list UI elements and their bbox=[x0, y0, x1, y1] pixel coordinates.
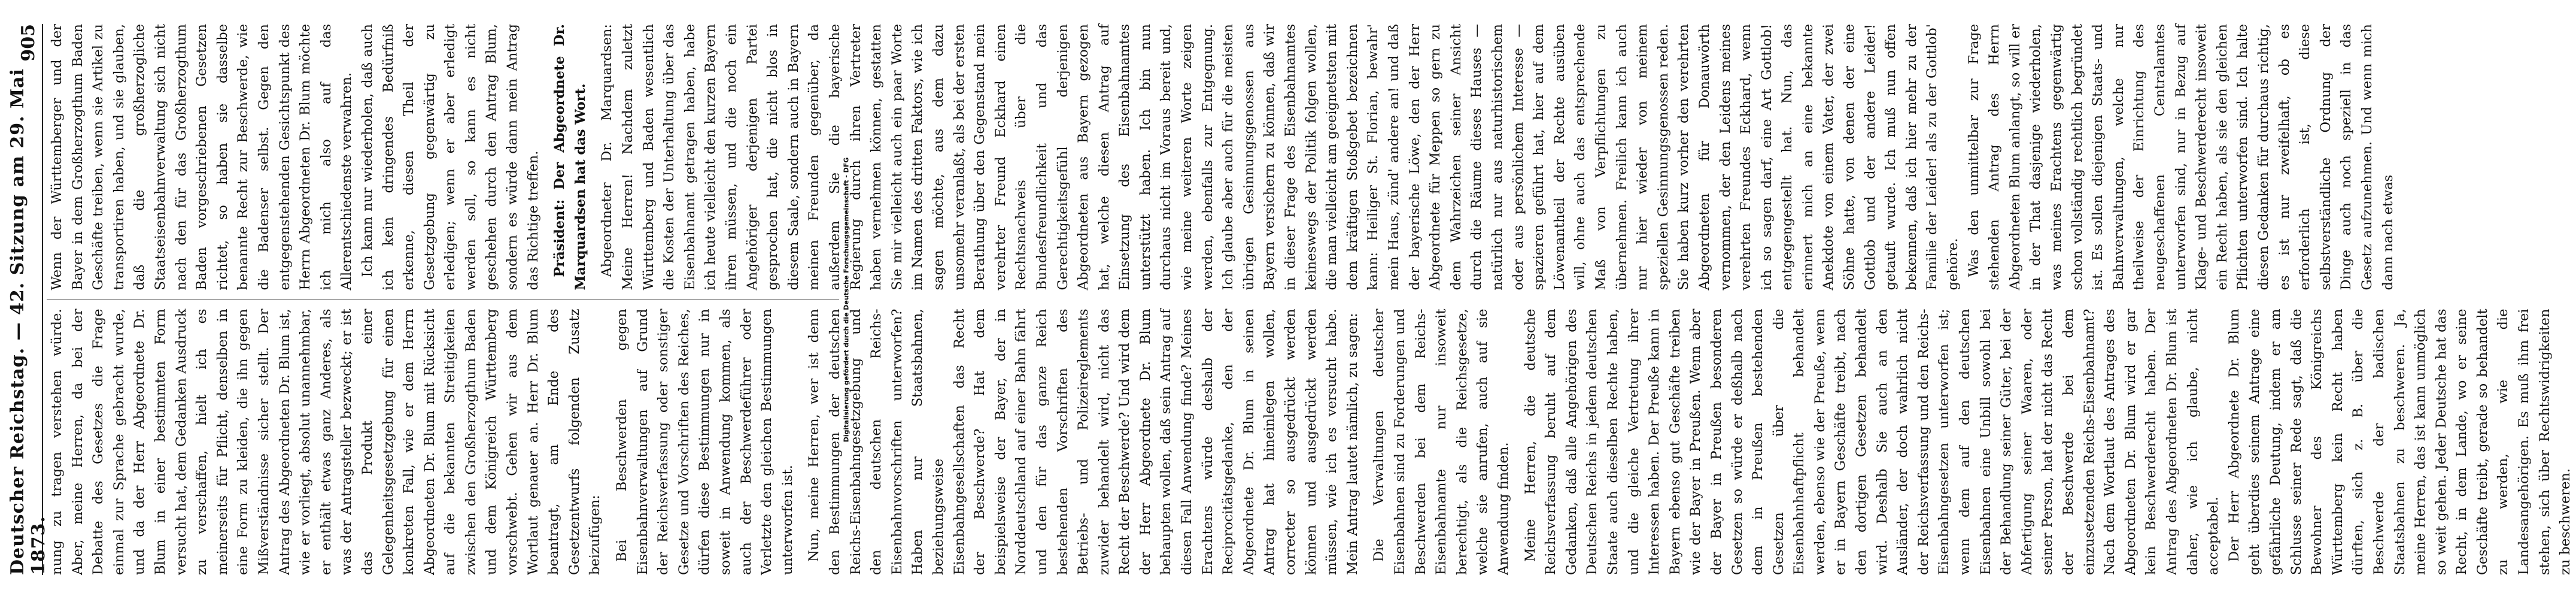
running-head bbox=[7, 24, 49, 575]
page-number: 905 bbox=[17, 24, 39, 62]
left-column bbox=[47, 300, 2574, 576]
right-column bbox=[47, 24, 2396, 291]
spacer bbox=[606, 309, 612, 576]
spacer bbox=[1363, 309, 1369, 576]
paragraph: Der Herr Abgeordnete Dr. Blum geht überdies seinem Antrage eine gefährliche Deutung, indem er am Schlusse seiner Rede sagt, daß die Bewohner des Königreichs Württemberg kein Recht haben dürften, sich z. B. über die Beschwerde der badischen Staatsbahnen zu beschweren. Ja, meine Herren, das ist kann unmöglich so weit gehen. Jeder Deutsche hat das Recht, in dem Lande, wo er seine Geschäfte treibt, gerade so behandelt zu werden, wie die Landesangehörigen. Es muß ihm frei stehen, sich über Rechtswidrigkeiten zu beschweren. bbox=[2226, 308, 2574, 575]
paragraph: nung zu tragen verstehen würde. Aber, meine Herren, da bei der Debatte des Gesetzes die Frage einmal zur Sprache gebracht wurde, und da der Herr Abgeordnete Dr. Blum in einer bestimmten Form versucht hat, dem Gedanken Ausdruck zu verschaffen, hielt ich es meinerseits für Pflicht, denselben in eine Form zu kleiden, die ihn gegen Mißverständnisse sicher stellt. Der Antrag des Abgeordneten Dr. Blum ist, wie er vorliegt, absolut unannehmbar, er enthält etwas ganz Anderes, als was der Antragsteller bezweckt; er ist das Produkt einer Gelegenheitsgesetzgebung für einen konkreten Fall, wie er dem Herrn Abgeordneten Dr. Blum mit Rücksicht auf die bekannten Streitigkeiten zwischen den Großherzogthum Baden und dem Königreich Württemberg vorschwebt. Gehen wir aus dem Wortlaut genauer an. Herr Dr. Blum beantragt, am Ende des Gesetzentwurfs folgenden Zusatz beizufügen: bbox=[49, 308, 603, 575]
digitization-credit-text: Digitalisierung gefördert durch die Deutsche Forschungsgemeinschaft - DFG bbox=[842, 157, 850, 442]
paragraph: Meine Herren, die deutsche Reichsverfassung beruht auf dem Gedanken, daß alle Angehörigen des Deutschen Reichs in jedem deutschen Staate auch dieselben Rechte haben, und die gleiche Vertretung ihrer Interessen haben. Der Preuße kann in Bayern ebenso gut Geschäfte treiben wie der Bayer in Preußen. Wenn aber der Bayer in Preußen besonderen Gesetzen so würde er deßhalb nach dem in Preußen bestehenden Gesetzen über die Eisenbahnhaftpflicht behandelt werden, ebenso wie der Preuße, wenn er in Bayern Geschäfte treibt, nach den dortigen Gesetzen behandelt wird. Deshalb Sie auch an den Ausländer, der doch wahrlich nicht der Reichsverfassung und den Reichs-Eisenbahngesetzen unterworfen ist; wenn dem auf den deutschen Eisenbahnen eine Unbill sowohl bei der Behandlung seiner Güter, bei der Abfertigung seiner Waaren, oder seiner Person, hat der nicht das Recht der Beschwerde bei dem einzusetzenden Reichs-Eisenbahnamt? Nach dem Wortlaut des Antrages des Abgeordneten Dr. Blum wird er gar kein Beschwerderecht haben. Der Antrag des Abgeordneten Dr. Blum ist daher, wie ich glaube, nicht acceptabel. bbox=[1522, 308, 2222, 575]
quoted-motion-blum: Bei Beschwerden gegen Eisenbahnverwaltungen auf Grund der Reichsverfassung oder sonstiger Gesetze und Vorschriften des Reiches, dürfen diese Bestimmungen nur in soweit in Anwendung kommen, als auch der Beschwerdeführer oder Verletzte den gleichen Bestimmungen unterworfen ist. bbox=[614, 308, 795, 575]
scanned-page bbox=[7, 0, 2574, 599]
spacer bbox=[1514, 309, 1520, 576]
paragraph: Ich kann nur wiederholen, daß auch ich kein dringendes Bedürfniß erkenne, diesen Theil der Gesetzgebung gegenwärtig zu erledigen; wenn er aber erledigt werden soll, so kann es nicht geschehen durch den Antrag Blum, sondern es würde dann mein Antrag das Richtige treffen. bbox=[359, 24, 541, 291]
running-head-title: Deutscher Reichstag. — 42. Sitzung am 29. Mai 1873. bbox=[7, 68, 49, 575]
spacer bbox=[591, 24, 597, 291]
paragraph: Wenn der Württemberger und der Bayer in dem Großherzogthum Baden Geschäfte treiben, wenn sie Artikel zu transportiren haben, und sie glauben, daß die großherzogliche Staatseisenbahnverwaltung sich nicht nach den für das Großherzogthum Baden vorgeschriebenen Gesetzen richtet, so haben sie dasselbe benannte Recht zur Beschwerde, wie die Badenser selbst. Gegen den entgegenstehenden Gesichtspunkt des Herrn Abgeordneten Dr. Blum möchte ich mich also auf das Allerentschiedenste verwahren. bbox=[49, 24, 355, 291]
speech-marquardsen: Abgeordneter Dr. Marquardsen: Meine Herren! Nachdem zuletzt Württemberg und Baden wesentlich die Kosten der Unterhaltung über das Eisenbahnamt getragen haben, habe ich heute vielleicht den kurzen Bayern ihren müssen, und die noch ein Angehöriger derjenigen Partei gesprochen hat, die nicht blos in diesem Saale, sondern auch in Bayern meinen Freunden gegenüber, da außerdem Sie die bayerische Regierung durch ihren Vertreter haben vernehmen können, gestatten Sie mir vielleicht auch ein paar Worte im Namen des dritten Faktors, wie ich sagen möchte, aus dem dazu unsomehr veranlaßt, als bei der ersten Berathung über den Gegenstand mein verehrter Freund Eckhard einen Rechtsnachweis über die Bundesfreundlichkeit und das Gerechtigkeitsgefühl derjenigen Abgeordneten aus Bayern gezogen hat, welche diesen Antrag auf Einsetzung des Eisenbahnamtes unterstützt haben. Ich bin nun durchaus nicht im Voraus bereit und, wie meine weiteren Worte zeigen werden, ebenfalls zur Entgegnung. Ich glaube aber auch für die meisten übrigen Gesinnungsgenossen aus Bayern versichern zu können, daß wir in dieser Frage des Eisenbahnamtes keineswegs der Politik folgen wollen, die man vielleicht am geeignetsten mit dem kräftigen Stoßgebet bezeichnen kann: Heiliger St. Florian, bewahr' mein Haus, zünd' andere an! und daß der bayerische Löwe, den der Herr Abgeordnete für Meppen so gern zu dem Wahrzeichen seiner Ansicht durch die Räume dieses Hauses — natürlich nur aus naturhistorischem oder aus persönlichem Interesse — spazieren geführt hat, hier auf dem Löwenantheil der Rechte ausüben will, ohne auch das entsprechende Maß von Verpflichtungen zu übernehmen. Freilich kann ich auch nur hier wieder von meinem speziellen Gesinnungsgenossen reden. Sie haben kurz vorher den verehrten Abgeordneten für Donauwörth vernommen, der den Leidens meines verehrten Freundes Eckhard, wenn ich so sagen darf, eine Art Gottlob! entgegengestellt hat. Nun, das erinnert mich an eine bekannte Anekdote von einem Vater, der zwei Söhne hatte, von denen der eine Gottlob und der andere Leider! getauft wurde. Ich muß nun offen bekennen, daß ich hier mehr zu der Familie der Leider! als zu der Gottlob' gehöre. bbox=[599, 24, 1961, 291]
paragraph: Was den unmittelbar zur Frage stehenden Antrag des Herrn Abgeordneten Blum anlangt, so will er in der That dasjenige wiederholen, was meines Erachtens gegenwärtig schon vollständig rechtlich begründet ist. Es sollen diejenigen Staats- und Bahnverwaltungen, welche nur theilweise der Einrichtung des neugeschaffenen Centralamtes unterworfen sind, nur in Bezug auf Klage- und Beschwerderecht insoweit ein Recht haben, als sie den gleichen Pflichten unterworfen sind. Ich halte diesen Gedanken für durchaus richtig, es ist nur zweifelhaft, ob es erforderlich ist, diese selbstverständliche Ordnung der Dinge auch noch speziell in das Gesetz aufzunehmen. Und wenn mich dann nach etwas bbox=[1966, 24, 2396, 291]
paragraph: Nun, meine Herren, wer ist denn den Bestimmungen der deutschen Reichs-Eisenbahngesetzgebung und den deutschen Reichs-Eisenbahnvorschriften unterworfen? Haben nur Staatsbahnen, beziehungsweise Eisenbahngesellschaften das Recht der Beschwerde? Hat dem beispielsweise der Bayer, der in Norddeutschland auf einer Bahn fährt und den für das ganze Reich bestehenden Vorschriften des Betriebs- und Polizeireglements zuwider behandelt wird, nicht das Recht der Beschwerde? Und wird dem der Herr Abgeordnete Dr. Blum behaupten wollen, daß sein Antrag auf diesen Fall Anwendung finde? Meines Erachtens würde deshalb der Reciprocitätsgedanke, den der Abgeordnete Dr. Blum in seinen Antrag hat hineinlegen wollen, correcter so ausgedrückt werden können und ausgedrückt werden müssen, wie ich es versucht habe. Mein Antrag lautet nämlich, zu sagen: bbox=[806, 308, 1360, 575]
spacer bbox=[543, 24, 549, 291]
spacer bbox=[798, 309, 804, 576]
quoted-motion: Die Verwaltungen deutscher Eisenbahnen sind zu Forderungen und Beschwerden bei dem Reichs-Eisenbahnamte nur insoweit berechtigt, als die Reichsgesetze, welche sie anrufen, auch auf sie Anwendung finden. bbox=[1371, 308, 1511, 575]
president-remark: Präsident: Der Abgeordnete Dr. Marquardsen hat das Wort. bbox=[552, 24, 588, 291]
digitization-credit bbox=[839, 6, 853, 593]
